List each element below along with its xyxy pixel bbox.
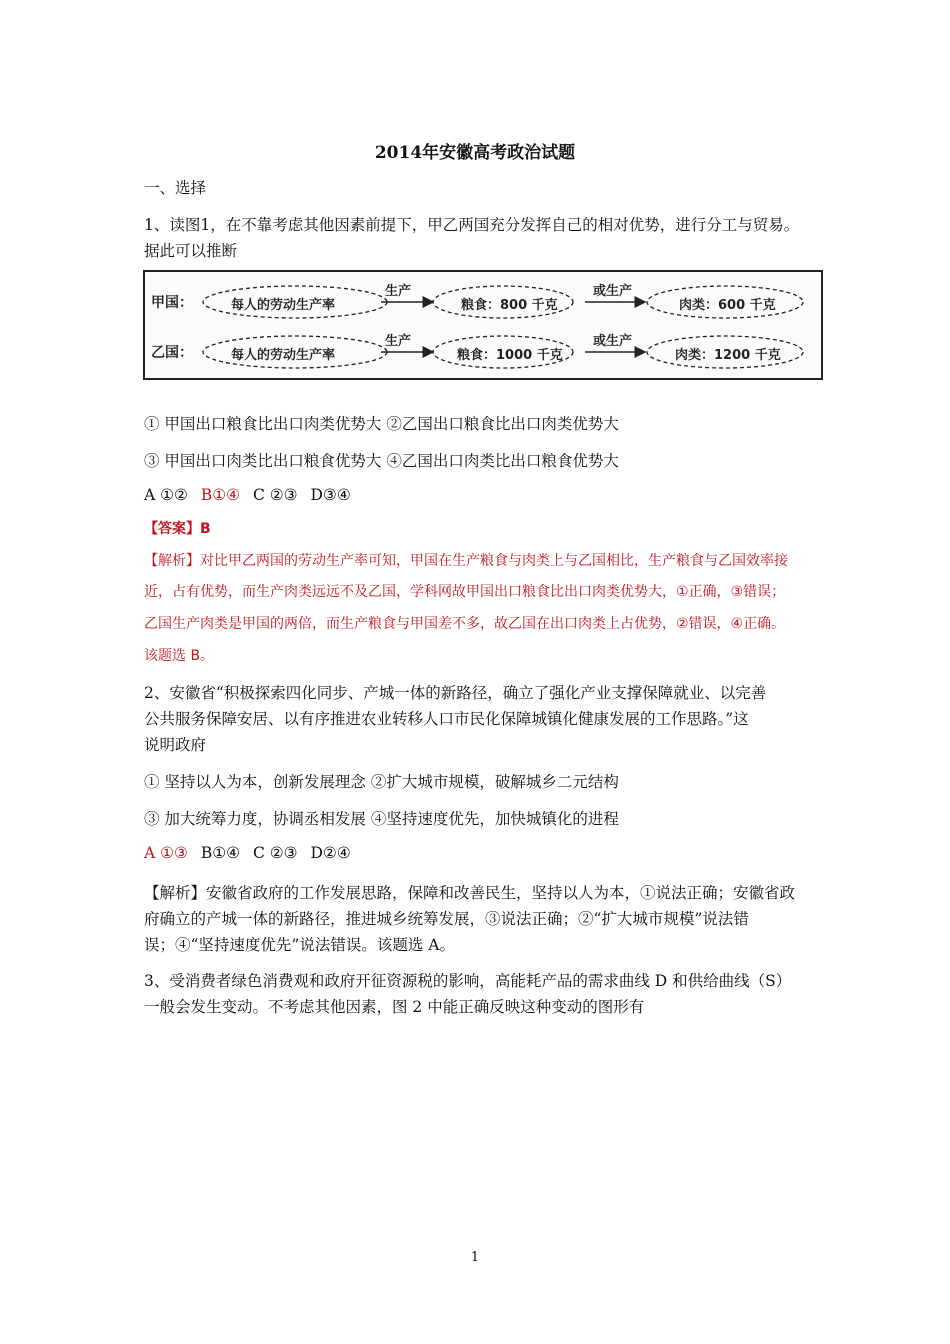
q2-option-line2: ③ 加大统筹力度，协调丞相发展 ④坚持速度优先，加快城镇化的进程 bbox=[144, 810, 619, 828]
q1-figure bbox=[143, 270, 823, 380]
q1-analysis-line4: 该题选 B。 bbox=[144, 648, 215, 664]
row2-node1-label: 每人的劳动生产率 bbox=[231, 348, 336, 363]
section-heading: 一、选择 bbox=[144, 179, 207, 197]
row2-arrow1-label: 生产 bbox=[385, 334, 412, 349]
q3-stem-line2: 一般会发生变动。不考虑其他因素，图 2 中能正确反映这种变动的图形有 bbox=[144, 998, 645, 1016]
document-title: 2014年安徽高考政治试题 bbox=[374, 143, 576, 163]
q1-stem-line1: 1、读图1，在不靠考虑其他因素前提下，甲乙两国充分发挥自己的相对优势，进行分工与贸易。 bbox=[144, 216, 800, 234]
row1-arrow2-label: 或生产 bbox=[593, 284, 633, 299]
q1-choice-d: D③④ bbox=[310, 486, 351, 504]
q1-choices bbox=[144, 486, 359, 504]
q1-option-line2: ③ 甲国出口肉类比出口粮食优势大 ④乙国出口肉类比出口粮食优势大 bbox=[144, 452, 619, 470]
row1-country: 甲国： bbox=[151, 295, 193, 311]
row2-node3-label: 肉类：1200 千克 bbox=[675, 348, 781, 363]
q2-choice-a: A ①③ bbox=[144, 844, 188, 862]
row1-arrow1-label: 生产 bbox=[385, 284, 412, 299]
row2-node2-label: 粮食：1000 千克 bbox=[457, 348, 563, 363]
q1-analysis-line3: 乙国生产肉类是甲国的两倍，而生产粮食与甲国差不多，故乙国在出口肉类上占优势，②错误，④正确。 bbox=[144, 616, 786, 632]
q2-choice-b: B①④ bbox=[200, 844, 241, 862]
q2-option-line1: ① 坚持以人为本，创新发展理念 ②扩大城市规模，破解城乡二元结构 bbox=[144, 773, 619, 791]
page-number: 1 bbox=[470, 1250, 480, 1265]
row1-node3-label: 肉类：600 千克 bbox=[679, 298, 776, 313]
q1-stem-line2: 据此可以推断 bbox=[144, 242, 238, 260]
q2-analysis-line3: 误；④“坚持速度优先”说法错误。该题选 A。 bbox=[144, 936, 455, 954]
q1-choice-a: A ①② bbox=[144, 486, 188, 504]
row1-node1-label: 每人的劳动生产率 bbox=[231, 298, 336, 313]
q3-stem-line1: 3、受消费者绿色消费观和政府开征资源税的影响，高能耗产品的需求曲线 D 和供给曲线（S） bbox=[144, 972, 792, 990]
q2-choice-d: D②④ bbox=[310, 844, 351, 862]
q2-analysis-line1: 【解析】安徽省政府的工作发展思路，保障和改善民生，坚持以人为本，①说法正确；安徽省政 bbox=[144, 884, 796, 902]
q2-analysis-line2: 府确立的产城一体的新路径，推进城乡统筹发展，③说法正确；②“扩大城市规模”说法错 bbox=[144, 910, 749, 928]
q1-choice-b: B①④ bbox=[200, 486, 241, 504]
q1-choice-c: C ②③ bbox=[252, 486, 298, 504]
row2-arrow2-label: 或生产 bbox=[593, 334, 633, 349]
row2-country: 乙国： bbox=[151, 345, 193, 361]
q2-stem-line1: 2、安徽省“积极探索四化同步、产城一体的新路径，确立了强化产业支撑保障就业、以完善 bbox=[144, 684, 767, 702]
q1-answer: 【答案】B bbox=[144, 521, 211, 537]
q2-stem-line2: 公共服务保障安居、以有序推进农业转移人口市民化保障城镇化健康发展的工作思路。”这 bbox=[144, 710, 749, 728]
q2-stem-line3: 说明政府 bbox=[144, 736, 207, 754]
row1-node2-label: 粮食：800 千克 bbox=[461, 298, 558, 313]
q1-analysis-line2: 近，占有优势，而生产肉类远远不及乙国，学科网故甲国出口粮食比出口肉类优势大，①正确，③错误； bbox=[144, 584, 786, 600]
q2-choice-c: C ②③ bbox=[252, 844, 298, 862]
q1-analysis-line1: 【解析】对比甲乙两国的劳动生产率可知，甲国在生产粮食与肉类上与乙国相比，生产粮食与乙国效率接 bbox=[144, 553, 788, 569]
q2-choices bbox=[144, 844, 359, 862]
q1-option-line1: ① 甲国出口粮食比出口肉类优势大 ②乙国出口粮食比出口肉类优势大 bbox=[144, 415, 619, 433]
